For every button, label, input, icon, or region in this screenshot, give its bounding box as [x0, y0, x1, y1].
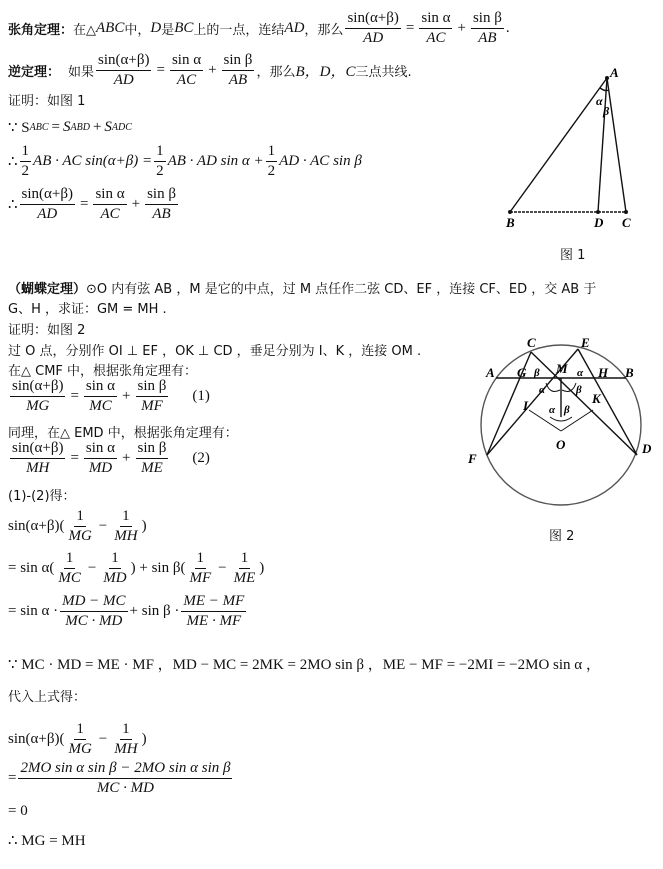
equation-1 [8, 378, 210, 415]
figure1-caption: 图 1 [560, 248, 586, 263]
math-part: = [156, 62, 165, 78]
label-C: C [622, 215, 631, 230]
text: ，那么 [256, 65, 296, 80]
proof2-step: 同理，在△ EMD 中，根据张角定理有： [8, 426, 238, 441]
math-part: + [92, 119, 102, 135]
numerator: sin β [471, 10, 504, 29]
denominator: AC [426, 30, 446, 46]
because-line: ∵ MC · MD = ME · MF ，MD − MC = 2MK = 2MO sin β ，ME − MF = −2MI = −2MO sin α ， [8, 657, 601, 673]
numerator: sin α [419, 10, 452, 29]
denominator: MF [141, 398, 163, 414]
numerator: sin α [93, 186, 126, 205]
text: 是 [161, 23, 175, 38]
substitute-label: 代入上式得： [8, 690, 87, 705]
label-M: M [556, 361, 568, 376]
denominator: ME [141, 460, 163, 476]
numerator: sin β [222, 52, 255, 71]
label-A: A [610, 65, 619, 80]
step-1 [8, 508, 147, 545]
math-part: （蝴蝶定理） [8, 282, 87, 297]
equation-2 [8, 440, 210, 477]
proof2-step: (1)-(2)得： [8, 489, 76, 504]
math-part: + [208, 62, 217, 78]
theorem-statement [8, 10, 510, 47]
math: B，D，C [295, 64, 356, 80]
math-part [624, 210, 628, 214]
fraction [181, 593, 246, 630]
label-alpha: α [539, 384, 546, 396]
math-part: = [80, 196, 89, 212]
numerator: 1 [239, 550, 251, 569]
math-part: + [457, 20, 466, 36]
fraction [170, 52, 203, 89]
math-part: ) [259, 560, 265, 576]
text: 中， [124, 23, 151, 38]
denominator: AB [152, 206, 171, 222]
math-part: AB · AC sin(α+β) = [33, 153, 153, 169]
numerator: sin(α+β) [345, 10, 400, 29]
fraction [60, 593, 127, 630]
denominator: AB [228, 72, 248, 88]
denominator: AD [37, 206, 58, 222]
math-part: − [98, 731, 108, 747]
fraction [266, 143, 278, 180]
numerator: sin(α+β) [20, 186, 75, 205]
denominator: 2 [267, 163, 276, 179]
numerator: 1 [120, 508, 132, 527]
fraction [10, 378, 65, 415]
math-part: ∴ [8, 154, 18, 170]
denominator: AC [100, 206, 120, 222]
fraction [10, 440, 65, 477]
numerator: 1 [154, 143, 166, 162]
proof1-intro: 证明：如图 1 [8, 94, 86, 109]
numerator: 1 [120, 721, 132, 740]
math-part [605, 76, 609, 80]
conclusion: ∴ MG = MH [8, 833, 86, 849]
denominator: MG [26, 398, 50, 414]
math-part [510, 78, 607, 212]
step-4 [8, 721, 147, 758]
fraction [419, 10, 452, 47]
numerator: sin β [136, 440, 169, 459]
math-part: ) + sin β( [130, 560, 186, 576]
numerator: sin β [145, 186, 178, 205]
denominator: MH [114, 741, 138, 757]
math-part: = [51, 119, 60, 135]
label-beta: β [603, 104, 610, 118]
label-beta: β [564, 404, 570, 416]
text: 在△ [73, 23, 97, 38]
math-part: sin(α+β)( [8, 731, 65, 747]
math-part: AB · AD sin α + [167, 153, 264, 169]
math: ABC [96, 20, 125, 36]
denominator: AD [363, 30, 384, 46]
converse-statement [8, 52, 412, 89]
numerator: 1 [64, 550, 76, 569]
denominator: AD [113, 72, 134, 88]
denominator: MC [89, 398, 112, 414]
numerator: 2MO sin α sin β − 2MO sin α sin β [18, 760, 232, 779]
denominator: MC · MD [65, 613, 123, 629]
fraction [112, 508, 139, 545]
fraction [154, 143, 166, 180]
fraction [20, 143, 32, 180]
proof1-conclusion [8, 186, 180, 223]
fraction [471, 10, 504, 47]
math-part: ABD [70, 122, 90, 133]
label-O: O [556, 437, 566, 452]
denominator: AC [176, 72, 197, 88]
butterfly-statement-2: G、H ，求证：GM = MH . [8, 302, 167, 317]
math-part: ⊙O 内有弦 AB ，M 是它的中点，过 M 点任作二弦 CD、EF ，连接 CF、ED ，交 AB 于 [86, 282, 597, 297]
denominator: MD [88, 460, 113, 476]
math: BC [174, 20, 194, 36]
fraction [56, 550, 83, 587]
numerator: sin(α+β) [10, 440, 65, 459]
denominator: MF [189, 570, 212, 586]
denominator: AB [478, 30, 497, 46]
math-part: AD · AC sin β [279, 153, 362, 169]
text: 上的一点，连结 [193, 23, 285, 38]
math-part: ∴ [8, 197, 18, 213]
math-part: + [122, 388, 131, 404]
math-part [550, 417, 572, 421]
denominator: MG [68, 741, 92, 757]
label-D: D [642, 441, 652, 456]
figure2-caption: 图 2 [549, 529, 575, 544]
fraction [232, 550, 258, 587]
label-alpha: α [549, 404, 556, 416]
text: ，那么 [304, 23, 344, 38]
math-part: = [70, 450, 79, 466]
numerator: sin(α+β) [10, 378, 65, 397]
label-beta: β [534, 367, 540, 379]
math-part: (1) [192, 388, 210, 404]
label-alpha: α [577, 367, 584, 379]
figure2-butterfly [460, 335, 663, 515]
denominator: MC [58, 570, 81, 586]
numerator: sin(α+β) [96, 52, 151, 71]
denominator: MH [26, 460, 50, 476]
label-E: E [581, 335, 590, 350]
fraction [112, 721, 139, 758]
numerator: 1 [20, 143, 32, 162]
step-5 [8, 760, 234, 797]
numerator: 1 [266, 143, 278, 162]
math: D [150, 20, 162, 36]
step-3 [8, 593, 248, 630]
fraction [84, 378, 117, 415]
fraction [145, 186, 178, 223]
numerator: sin α [170, 52, 203, 71]
math-part: = sin α( [8, 560, 55, 576]
numerator: ME − MF [181, 593, 246, 612]
numerator: 1 [74, 721, 86, 740]
numerator: sin α [84, 440, 117, 459]
proof2-construction: 过 O 点，分别作 OI ⊥ EF ，OK ⊥ CD ，垂足分别为 I、K ，连接 OM . [8, 344, 422, 359]
label-B: B [625, 365, 634, 380]
math-part: − [218, 560, 227, 576]
converse-title: 逆定理： [8, 65, 61, 80]
denominator: MH [114, 528, 138, 544]
fraction [187, 550, 213, 587]
math-part: + [131, 196, 141, 212]
numerator: 1 [109, 550, 121, 569]
label-A: A [486, 365, 495, 380]
figure1-triangle [490, 65, 650, 235]
butterfly-statement [8, 278, 596, 297]
fraction [66, 721, 93, 758]
fraction [18, 760, 232, 797]
text: 三点共线. [355, 65, 412, 80]
math-part: ) [141, 518, 147, 534]
denominator: MC · MD [96, 780, 154, 796]
fraction [345, 10, 400, 47]
fraction [66, 508, 93, 545]
math-part: sin(α+β)( [8, 518, 65, 534]
denominator: 2 [21, 163, 30, 179]
label-K: K [592, 391, 601, 406]
math-part: ABC [29, 122, 49, 133]
text: 如果 [68, 65, 95, 80]
denominator: ME · MF [186, 613, 242, 629]
denominator: MG [68, 528, 92, 544]
math-part: (2) [192, 450, 210, 466]
denominator: 2 [156, 163, 164, 179]
area-equation [8, 118, 132, 137]
numerator: sin β [136, 378, 169, 397]
zero-line: = 0 [8, 803, 28, 819]
math-part: = [8, 770, 17, 786]
numerator: 1 [195, 550, 207, 569]
fraction [96, 52, 151, 89]
area-expansion [8, 143, 362, 180]
numerator: 1 [74, 508, 86, 527]
fraction [20, 186, 75, 223]
fraction [136, 440, 169, 477]
label-H: H [598, 365, 609, 380]
numerator: MD − MC [60, 593, 127, 612]
math-part: + sin β · [129, 603, 180, 619]
step-2 [8, 550, 264, 587]
numerator: sin α [84, 378, 117, 397]
fraction [136, 378, 169, 415]
proof2-intro: 证明：如图 2 [8, 323, 86, 338]
label-beta: β [576, 384, 582, 396]
math-part [508, 210, 512, 214]
math-part: = [405, 20, 415, 36]
math-part: − [98, 518, 108, 534]
label-F: F [468, 451, 477, 466]
denominator: ME [233, 570, 256, 586]
label-alpha: α [596, 94, 603, 108]
math-part: − [87, 560, 97, 576]
math-part [531, 352, 637, 455]
fraction [84, 440, 117, 477]
denominator: MD [103, 570, 127, 586]
math-part: ADC [111, 122, 132, 133]
math-part: S [63, 119, 71, 135]
math-part: = [70, 388, 79, 404]
math-part: ∵ S [8, 120, 30, 136]
math-part: ) [141, 731, 147, 747]
proof2-step: 在△ CMF 中，根据张角定理有： [8, 364, 198, 379]
fraction [93, 186, 126, 223]
math-part: S [104, 119, 112, 135]
math-part [510, 78, 626, 212]
math-part [596, 210, 600, 214]
math-part: = sin α · [8, 603, 59, 619]
fraction [101, 550, 128, 587]
math-part [607, 78, 626, 212]
label-B: B [506, 215, 515, 230]
label-D: D [594, 215, 604, 230]
fraction [222, 52, 255, 89]
theorem-title: 张角定理： [8, 23, 74, 38]
label-C: C [527, 335, 536, 350]
label-G: G [517, 365, 527, 380]
text: . [505, 20, 510, 36]
math: AD [284, 20, 305, 36]
math-part: + [122, 450, 131, 466]
label-I: I [523, 398, 529, 413]
